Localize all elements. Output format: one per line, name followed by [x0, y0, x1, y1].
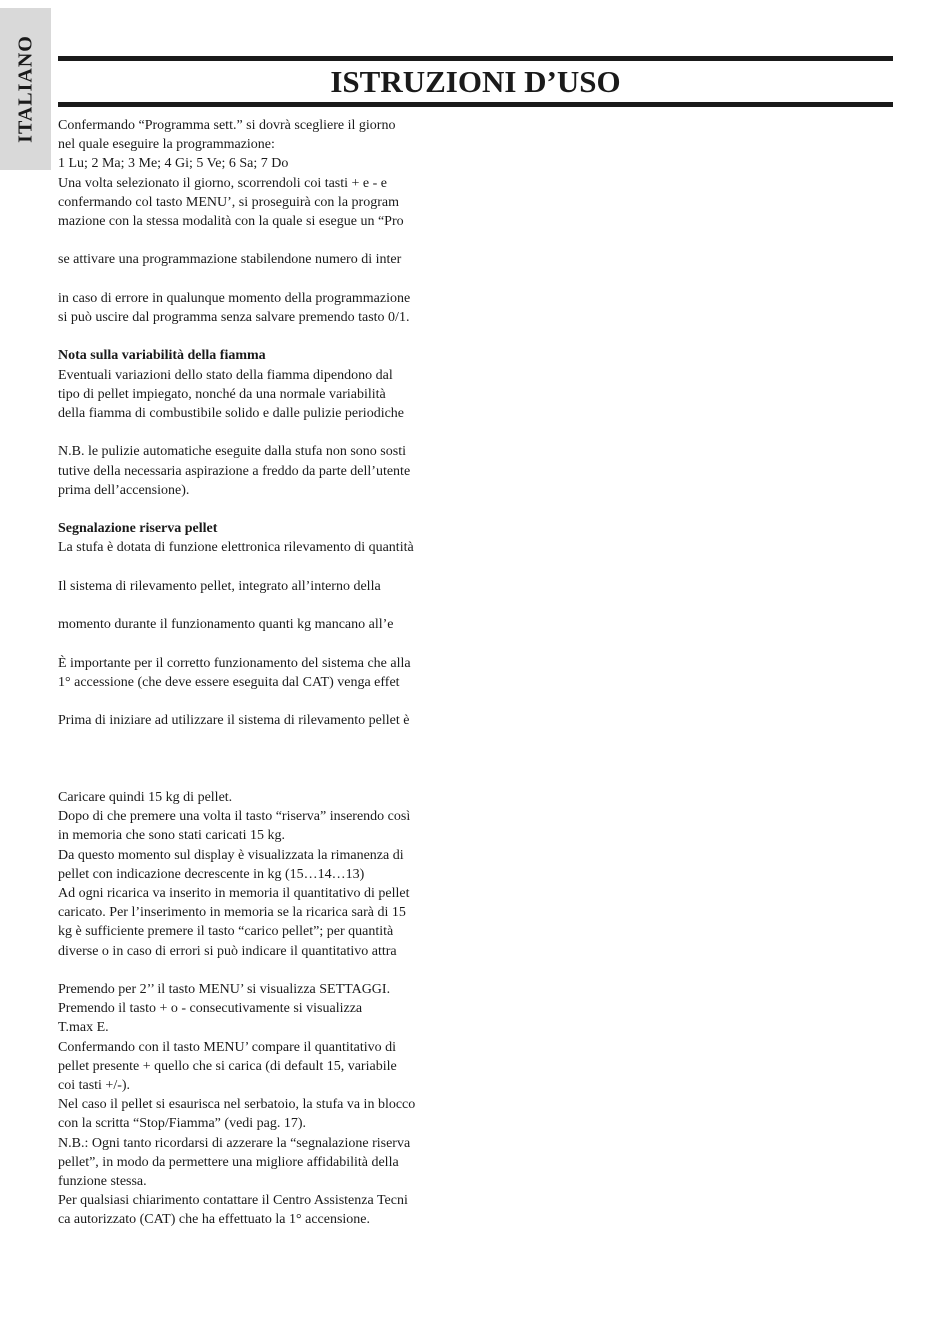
- body-text-line: pellet presente + quello che si carica (di default 15, variabile: [58, 1058, 397, 1074]
- body-text-line: kg è sufficiente premere il tasto “carico pellet”; per quantità: [58, 924, 394, 940]
- body-text-line: confermando col tasto MENU’, si proseguirà con la program: [58, 194, 399, 210]
- body-text-line: diverse o in caso di errori si può indicare il quantitativo attra: [58, 943, 397, 959]
- body-text-line: 1° accessione (che deve essere eseguita dal CAT) venga effet: [58, 674, 400, 690]
- body-text-line: tipo di pellet impiegato, nonché da una normale variabilità: [58, 386, 386, 402]
- body-text-line: prima dell’accensione).: [58, 482, 190, 498]
- body-text-line: in memoria che sono stati caricati 15 kg.: [58, 828, 286, 844]
- body-text-line: Prima di iniziare ad utilizzare il sistema di rilevamento pellet è: [58, 713, 410, 729]
- body-text-line: [58, 769, 473, 788]
- body-text-line: tutive della necessaria aspirazione a freddo da parte dell’utente: [58, 463, 411, 479]
- body-text-line: 1 Lu; 2 Ma; 3 Me; 4 Gi; 5 Ve; 6 Sa; 7 Do: [58, 156, 289, 172]
- body-text-line: [58, 270, 473, 289]
- body-text-line: coi tasti +/-).: [58, 1077, 131, 1093]
- body-text-line: si può uscire dal programma senza salvare premendo tasto 0/1.: [58, 310, 410, 325]
- body-text-line: N.B. le pulizie automatiche eseguite dalla stufa non sono sosti: [58, 444, 406, 460]
- body-text-line: Confermando con il tasto MENU’ compare il quantitativo di: [58, 1039, 396, 1055]
- body-text-line: Da questo momento sul display è visualizzata la rimanenza di: [58, 847, 404, 863]
- body-text-line: [58, 730, 473, 749]
- body-text-line: nel quale eseguire la programmazione:: [58, 137, 275, 153]
- body-text-line: [58, 231, 473, 250]
- body-text-line: Dopo di che premere una volta il tasto “riserva” inserendo così: [58, 809, 411, 825]
- page-title: ISTRUZIONI D’USO: [330, 64, 621, 99]
- body-text-line: È importante per il corretto funzionamento del sistema che alla: [58, 655, 411, 671]
- body-text-line: [58, 750, 473, 769]
- body-text-line: in caso di errore in qualunque momento della programmazione: [58, 290, 411, 306]
- body-text-column: [58, 116, 473, 1230]
- body-text-line: [58, 634, 473, 653]
- body-text-line: Confermando “Programma sett.” si dovrà scegliere il giorno: [58, 118, 396, 133]
- body-text-line: con la scritta “Stop/Fiamma” (vedi pag. 17).: [58, 1116, 307, 1132]
- language-tab: [0, 8, 51, 170]
- body-text-line: Caricare quindi 15 kg di pellet.: [58, 789, 233, 805]
- body-text-line: momento durante il funzionamento quanti kg mancano all’e: [58, 617, 394, 633]
- body-text-line: Per qualsiasi chiarimento contattare il Centro Assistenza Tecni: [58, 1193, 408, 1209]
- body-text-line: N.B.: Ogni tanto ricordarsi di azzerare la “segnalazione riserva: [58, 1135, 411, 1151]
- body-text-line: Ad ogni ricarica va inserito in memoria il quantitativo di pellet: [58, 885, 410, 901]
- body-text-line: se attivare una programmazione stabilendone numero di inter: [58, 252, 402, 268]
- body-text-line: pellet”, in modo da permettere una migliore affidabilità della: [58, 1154, 399, 1170]
- body-text-line: ca autorizzato (CAT) che ha effettuato la 1° accensione.: [58, 1212, 371, 1228]
- body-text-line: Nel caso il pellet si esaurisca nel serbatoio, la stufa va in blocco: [58, 1097, 416, 1113]
- body-text-line: [58, 500, 473, 519]
- body-text-line: [58, 692, 473, 711]
- body-text-line: La stufa è dotata di funzione elettronica rilevamento di quantità: [58, 540, 414, 556]
- body-text-line: [58, 558, 473, 577]
- body-text-line: [58, 596, 473, 615]
- body-text-line: Eventuali variazioni dello stato della fiamma dipendono dal: [58, 367, 393, 383]
- section-heading: Segnalazione riserva pellet: [58, 521, 218, 537]
- section-heading: Nota sulla variabilità della fiamma: [58, 348, 266, 364]
- body-text-line: della fiamma di combustibile solido e dalle pulizie periodiche: [58, 406, 405, 421]
- body-text-line: pellet con indicazione decrescente in kg (15…14…13): [58, 866, 365, 882]
- body-text-line: [58, 961, 473, 980]
- body-text-line: T.max E.: [58, 1020, 109, 1036]
- body-text-line: Premendo per 2’’ il tasto MENU’ si visualizza SETTAGGI.: [58, 981, 391, 997]
- header-rule-bottom: [58, 102, 893, 107]
- body-text-line: Una volta selezionato il giorno, scorrendoli coi tasti + e - e: [58, 175, 388, 191]
- body-text-line: Il sistema di rilevamento pellet, integrato all’interno della: [58, 578, 381, 594]
- body-text-line: mazione con la stessa modalità con la quale si esegue un “Pro: [58, 214, 404, 230]
- body-text-line: Premendo il tasto + o - consecutivamente si visualizza: [58, 1001, 363, 1017]
- body-text-line: [58, 423, 473, 442]
- body-text-line: caricato. Per l’inserimento in memoria se la ricarica sarà di 15: [58, 905, 406, 921]
- body-text-line: [58, 327, 473, 346]
- language-tab-label: ITALIANO: [14, 35, 36, 143]
- body-text-line: funzione stessa.: [58, 1173, 147, 1189]
